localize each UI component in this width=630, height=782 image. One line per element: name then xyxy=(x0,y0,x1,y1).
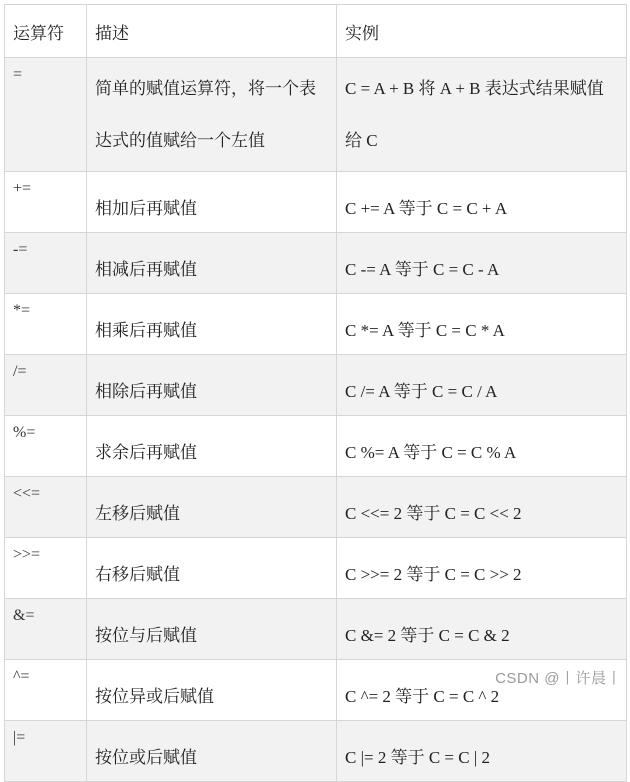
header-operator: 运算符 xyxy=(5,5,87,58)
description-cell: 左移后赋值 xyxy=(87,477,337,538)
example-cell: C /= A 等于 C = C / A xyxy=(337,355,627,416)
example-cell: C >>= 2 等于 C = C >> 2 xyxy=(337,538,627,599)
table-row xyxy=(5,233,627,294)
description-cell: 按位异或后赋值 xyxy=(87,660,337,721)
operator-cell: *= xyxy=(5,294,87,355)
table-row xyxy=(5,355,627,416)
description-cell: 求余后再赋值 xyxy=(87,416,337,477)
example-cell: C = A + B 将 A + B 表达式结果赋值给 C xyxy=(337,58,627,172)
table-row xyxy=(5,538,627,599)
description-cell: 按位或后赋值 xyxy=(87,721,337,782)
assignment-operators-table xyxy=(4,4,627,782)
table-row xyxy=(5,58,627,172)
table-row xyxy=(5,477,627,538)
description-cell: 相加后再赋值 xyxy=(87,172,337,233)
description-cell: 相除后再赋值 xyxy=(87,355,337,416)
operator-cell: >>= xyxy=(5,538,87,599)
example-cell: C -= A 等于 C = C - A xyxy=(337,233,627,294)
example-cell: C *= A 等于 C = C * A xyxy=(337,294,627,355)
example-cell: C <<= 2 等于 C = C << 2 xyxy=(337,477,627,538)
example-cell: C %= A 等于 C = C % A xyxy=(337,416,627,477)
table-row xyxy=(5,599,627,660)
example-cell: C ^= 2 等于 C = C ^ 2 xyxy=(337,660,627,721)
operator-cell: <<= xyxy=(5,477,87,538)
table-row xyxy=(5,172,627,233)
operator-cell: &= xyxy=(5,599,87,660)
operator-cell: += xyxy=(5,172,87,233)
table-header-row xyxy=(5,5,627,58)
header-description: 描述 xyxy=(87,5,337,58)
example-cell: C += A 等于 C = C + A xyxy=(337,172,627,233)
table-row xyxy=(5,416,627,477)
csdn-watermark: CSDN @丨许晨丨 xyxy=(495,670,622,687)
description-cell: 相乘后再赋值 xyxy=(87,294,337,355)
description-cell: 右移后赋值 xyxy=(87,538,337,599)
table-row xyxy=(5,294,627,355)
operator-cell: %= xyxy=(5,416,87,477)
description-cell: 简单的赋值运算符，将一个表达式的值赋给一个左值 xyxy=(87,58,337,172)
example-cell: C |= 2 等于 C = C | 2 xyxy=(337,721,627,782)
description-cell: 按位与后赋值 xyxy=(87,599,337,660)
header-example: 实例 xyxy=(337,5,627,58)
table-row xyxy=(5,721,627,782)
operator-cell: -= xyxy=(5,233,87,294)
example-cell: C &= 2 等于 C = C & 2 xyxy=(337,599,627,660)
operator-cell: ^= xyxy=(5,660,87,721)
operator-cell: = xyxy=(5,58,87,172)
operator-cell: |= xyxy=(5,721,87,782)
operator-cell: /= xyxy=(5,355,87,416)
description-cell: 相减后再赋值 xyxy=(87,233,337,294)
